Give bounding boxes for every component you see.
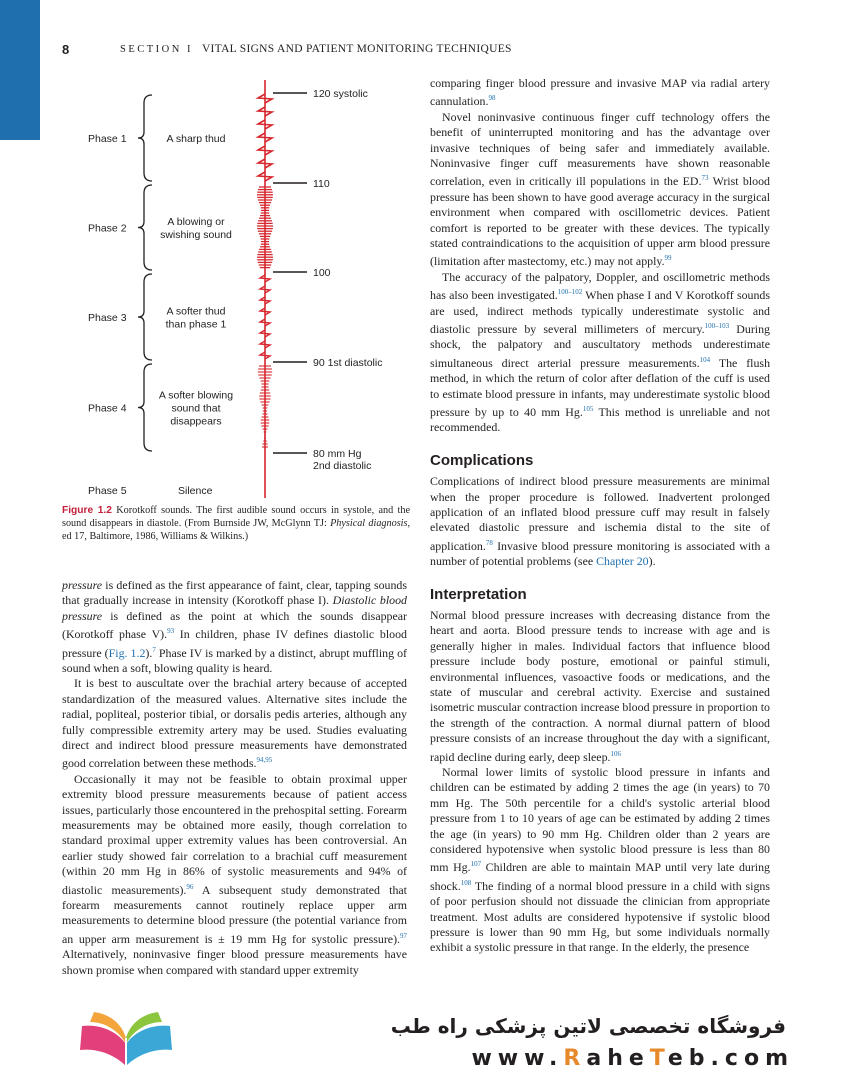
phase-description: disappears	[170, 415, 222, 428]
paragraph: Novel noninvasive continuous finger cuff technology offers the benefit of uninterrupted monitoring and has the advantage over invasive techniques of being safer and immediately available. Noninvasive finger cuff measurements have shown reasonable correlation, even in critically ill populations in the ED.$^{73}$ Wrist blood pressure has been shown to have good average accuracy in the surgical environment when compared with oscillometric devices. Patient comfort is reported to be greater with these devices. The typically stated contraindications to the acquisition of upper arm blood pressure (limitation after mastectomy, etc.) may not apply.$^{99}$	[430, 109, 770, 269]
paragraph: comparing finger blood pressure and invasive MAP via radial artery cannulation.$^{98}$	[430, 76, 770, 109]
book-logo-icon	[76, 1008, 176, 1072]
phase-bracket	[138, 274, 152, 360]
paragraph: It is best to auscultate over the brachial artery because of accepted standardization of the measured values. Alternative sites include the radial, popliteal, posterior tibial, or dorsalis pedis arteries, although any fully compressible extremity artery may be used. Studies evaluating direct and indirect blood pressure measurements have demonstrated good correlation between these methods.$^{94,95}$	[62, 676, 407, 771]
chapter-link[interactable]: Chapter 20	[596, 554, 649, 569]
phase-bracket	[138, 95, 152, 181]
reference[interactable]: 106	[610, 749, 621, 758]
reference[interactable]: 104	[699, 355, 711, 364]
caption-text-end: , ed 17, Baltimore, 1986, Williams & Wilkins.)	[62, 518, 410, 543]
pressure-label: 2nd diastolic	[313, 460, 372, 472]
figure-label: Figure 1.2	[62, 505, 112, 516]
reference[interactable]: 100–102	[557, 288, 583, 297]
paragraph: Complications of indirect blood pressure measurements are minimal when the proper procedure is followed. Inadvertent prolonged application of an inflated blood pressure cuff may result in falsely elevated diastolic pressure and ischemia distal to the site of application.$^{78}$ Invasive blood pressure monitoring is associated with a number of potential problems (see Chapter 20).	[430, 474, 770, 569]
store-name: فروشگاه تخصصی لاتین پزشکی راه طب	[390, 1014, 786, 1038]
phase-label: Phase 5	[88, 485, 127, 497]
reference[interactable]: 108	[460, 878, 472, 887]
korotkoff-figure	[60, 80, 420, 500]
paragraph: The accuracy of the palpatory, Doppler, and oscillometric methods has also been investigated.$^{100-102}$ When phase I and V Korotkoff sounds are used, indirect methods typically underestimate systolic and diastolic pressure by several millimeters of mercury.$^{100-103}$ During shock, the palpatory and auscultatory methods underestimate simultaneous direct arterial pressure measurements.$^{104}$ The flush method, in which the return of color after deflation of the cuff is used to estimate blood pressure in infants, may underestimate systolic blood pressure by up to 40 mm Hg.$^{105}$ This method is unreliable and not recommended.	[430, 269, 771, 435]
heading-complications: Complications	[430, 451, 534, 469]
phase-description: A blowing or	[167, 216, 225, 228]
phase-description: A softer thud	[166, 305, 226, 318]
reference[interactable]: 93	[167, 627, 175, 636]
phase-description: than phase 1	[165, 318, 227, 331]
reference[interactable]: 99	[664, 254, 672, 263]
paragraph: Normal blood pressure increases with decreasing distance from the heart and aorta. Blood pressure tends to increase with age and is generally higher in males. Individual factors that influence blood pressure include body posture, emotional or painful stimuli, environmental influences, vasoactive foods or medications, and the state of muscular and cerebral activity. Exercise and sustained isometric muscular contraction increase blood pressure in proportion to the strength of the contraction. A normal diurnal pattern of blood pressure consists of an increase throughout the day with a significant, rapid decline during early, deep sleep.$^{106}$	[430, 607, 770, 764]
running-header	[120, 43, 512, 55]
phase-label: Phase 3	[88, 312, 127, 324]
caption-text: Korotkoff sounds. The first audible sound occurs in systole, and the sound disappears in diastole. (From Burnside JW, McGlynn TJ:	[62, 505, 410, 530]
left-column	[62, 578, 407, 978]
pressure-label: 110	[313, 178, 330, 190]
section-color-tab	[0, 0, 40, 140]
phase-description: swishing sound	[160, 229, 232, 241]
reference[interactable]: 107	[470, 860, 482, 869]
reference[interactable]: 100–103	[704, 321, 730, 330]
figure-link[interactable]: Fig. 1.2	[108, 645, 146, 660]
phase-label: Phase 1	[88, 133, 127, 145]
figure-caption	[62, 504, 410, 544]
phase-description: Silence	[178, 485, 213, 497]
section-label: SECTION I	[120, 44, 193, 55]
reference[interactable]: 105	[582, 404, 594, 413]
phase-bracket	[138, 185, 152, 270]
phase-bracket	[138, 364, 152, 451]
reference[interactable]: 7	[152, 645, 156, 654]
page-number: 8	[62, 42, 70, 57]
reference[interactable]: 94,95	[256, 756, 273, 765]
caption-italic: Physical diagnosis	[330, 518, 408, 530]
phase-label: Phase 2	[88, 222, 127, 235]
pressure-label: 80 mm Hg	[313, 448, 362, 460]
reference[interactable]: 73	[701, 174, 709, 183]
paragraph: Normal lower limits of systolic blood pressure in infants and children can be estimated by adding 2 times the age (in years) to 70 mm Hg. The 50th percentile for a child's systolic arterial blood pressure from 1 to 10 years of age can be estimated by adding 2 times the age (in years) to 90 mm Hg. Children older than 2 years are considered hypotensive when systolic blood pressure is less than 80 mm Hg.$^{107}$ Children are able to maintain MAP until very late during shock.$^{108}$ The finding of a normal blood pressure in a child with signs of poor perfusion should not dissuade the clinician from appropriate treatment. Most adults are considered hypotensive if systolic blood pressure is lower than 90 mm Hg, but some individuals normally exhibit a systolic pressure in that range. In the elderly, the presence	[430, 764, 770, 955]
heading-interpretation: Interpretation	[430, 585, 527, 603]
phase-description: A sharp thud	[166, 133, 226, 145]
paragraph: pressure is defined as the first appearance of faint, clear, tapping sounds that gradually increase in intensity (Korotkoff phase I). Diastolic blood pressure is defined as the point at which the sounds disappear (Korotkoff phase V).$^{93}$ In children, phase IV defines diastolic blood pressure (Fig. 1.2).$^7$ Phase IV is marked by a distinct, abrupt muffling of sound when a soft, blowing quality is heard.	[62, 578, 407, 675]
right-column	[430, 76, 770, 956]
phase-description: sound that	[171, 402, 221, 415]
pressure-label: 100	[313, 267, 331, 279]
store-url[interactable]: www.RaheTeb.com	[471, 1046, 794, 1071]
reference[interactable]: 78	[485, 538, 493, 547]
reference[interactable]: 97	[400, 931, 407, 940]
phase-description: A softer blowing	[158, 389, 234, 402]
pressure-label: 120 systolic	[313, 88, 368, 100]
phase-label: Phase 4	[88, 402, 127, 415]
section-title: VITAL SIGNS AND PATIENT MONITORING TECHNIQUES	[201, 43, 512, 55]
reference[interactable]: 98	[488, 94, 496, 103]
reference[interactable]: 96	[186, 882, 194, 891]
pressure-label: 90 1st diastolic	[313, 357, 383, 369]
paragraph: Occasionally it may not be feasible to obtain proximal upper extremity blood pressure measurements because of patient access issues, particularly those encountered in the prehospital setting. Forearm measurements may be obtained more easily, though correlation to standard proximal upper extremity values has been controversial. An earlier study showed fair correlation to a brachial cuff measurement (within 20 mm Hg in 86% of systolic measurements and 94% of diastolic measurements).$^{96}$ A subsequent study demonstrated that forearm measurements cannot routinely replace upper arm measurements to determine blood pressure (the potential variance from an upper arm measurement is ± 19 mm Hg for systolic pressure).$^{97}$ Alternatively, noninvasive finger blood pressure measurements have shown promise when compared with standard upper extremity	[62, 771, 407, 977]
